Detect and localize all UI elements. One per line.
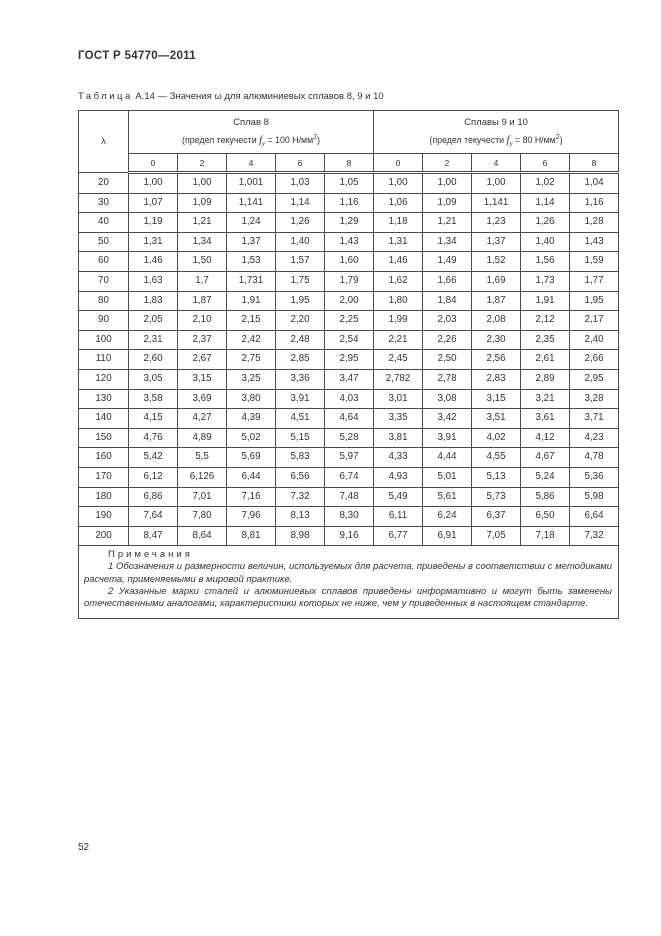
- value-cell: 4,89: [178, 428, 227, 448]
- subcol-header: 2: [423, 154, 472, 173]
- lambda-cell: 50: [79, 232, 129, 252]
- value-cell: 1,09: [178, 193, 227, 213]
- value-cell: 5,49: [374, 487, 423, 507]
- value-cell: 7,16: [227, 487, 276, 507]
- value-cell: 4,78: [570, 448, 619, 468]
- value-cell: 4,44: [423, 448, 472, 468]
- value-cell: 1,95: [276, 291, 325, 311]
- subcol-header: 4: [227, 154, 276, 173]
- value-cell: 1,62: [374, 271, 423, 291]
- value-cell: 1,141: [472, 193, 521, 213]
- value-cell: 7,32: [276, 487, 325, 507]
- value-cell: 2,85: [276, 350, 325, 370]
- subcol-header: 4: [472, 154, 521, 173]
- lambda-cell: 150: [79, 428, 129, 448]
- value-cell: 1,19: [129, 213, 178, 233]
- value-cell: 2,10: [178, 311, 227, 331]
- yield-subscript: y: [509, 139, 513, 148]
- value-cell: 2,782: [374, 369, 423, 389]
- value-cell: 6,12: [129, 467, 178, 487]
- value-cell: 1,59: [570, 252, 619, 272]
- value-cell: 1,29: [325, 213, 374, 233]
- table-row: [79, 448, 619, 468]
- table-row: [79, 173, 619, 194]
- value-cell: 2,12: [521, 311, 570, 331]
- table-row: [79, 526, 619, 546]
- value-cell: 1,7: [178, 271, 227, 291]
- yield-prefix: (предел текучести: [182, 134, 260, 145]
- lambda-cell: 90: [79, 311, 129, 331]
- notes-row: [79, 546, 619, 618]
- value-cell: 5,13: [472, 467, 521, 487]
- value-cell: 5,24: [521, 467, 570, 487]
- value-cell: 1,56: [521, 252, 570, 272]
- value-cell: 3,28: [570, 389, 619, 409]
- value-cell: 1,77: [570, 271, 619, 291]
- group-header-alloys-9-10: [374, 111, 619, 154]
- table-row: [79, 409, 619, 429]
- value-cell: 1,00: [129, 173, 178, 194]
- value-cell: 1,84: [423, 291, 472, 311]
- values-table-container: [78, 110, 618, 619]
- value-cell: 2,40: [570, 330, 619, 350]
- value-cell: 1,26: [521, 213, 570, 233]
- value-cell: 6,50: [521, 507, 570, 527]
- value-cell: 2,67: [178, 350, 227, 370]
- value-cell: 5,98: [570, 487, 619, 507]
- value-cell: 3,69: [178, 389, 227, 409]
- value-cell: 2,03: [423, 311, 472, 331]
- value-cell: 8,13: [276, 507, 325, 527]
- value-cell: 6,11: [374, 507, 423, 527]
- value-cell: 6,77: [374, 526, 423, 546]
- value-cell: 2,31: [129, 330, 178, 350]
- value-cell: 7,96: [227, 507, 276, 527]
- value-cell: 5,02: [227, 428, 276, 448]
- value-cell: 3,80: [227, 389, 276, 409]
- value-cell: 8,98: [276, 526, 325, 546]
- value-cell: 1,21: [423, 213, 472, 233]
- value-cell: 2,37: [178, 330, 227, 350]
- table-row: [79, 467, 619, 487]
- table-row: [79, 330, 619, 350]
- value-cell: 1,79: [325, 271, 374, 291]
- value-cell: 2,66: [570, 350, 619, 370]
- yield-prefix: (предел текучести: [429, 134, 507, 145]
- value-cell: 1,23: [472, 213, 521, 233]
- value-cell: 1,26: [276, 213, 325, 233]
- value-cell: 4,12: [521, 428, 570, 448]
- value-cell: 3,47: [325, 369, 374, 389]
- value-cell: 7,48: [325, 487, 374, 507]
- value-cell: 4,55: [472, 448, 521, 468]
- value-cell: 3,91: [276, 389, 325, 409]
- value-cell: 1,00: [374, 173, 423, 194]
- value-cell: 1,60: [325, 252, 374, 272]
- value-cell: 3,05: [129, 369, 178, 389]
- value-cell: 1,46: [374, 252, 423, 272]
- subcol-header: 0: [129, 154, 178, 173]
- table-header: [79, 111, 619, 173]
- value-cell: 1,28: [570, 213, 619, 233]
- value-cell: 1,91: [227, 291, 276, 311]
- table-caption: [78, 91, 384, 102]
- value-cell: 4,51: [276, 409, 325, 429]
- value-cell: 1,83: [129, 291, 178, 311]
- table-row: [79, 507, 619, 527]
- group-header-alloy-8: [129, 111, 374, 154]
- subcol-header: 2: [178, 154, 227, 173]
- value-cell: 1,91: [521, 291, 570, 311]
- value-cell: 6,86: [129, 487, 178, 507]
- value-cell: 4,33: [374, 448, 423, 468]
- value-cell: 2,78: [423, 369, 472, 389]
- lambda-cell: 40: [79, 213, 129, 233]
- value-cell: 6,74: [325, 467, 374, 487]
- value-cell: 2,95: [570, 369, 619, 389]
- value-cell: 1,731: [227, 271, 276, 291]
- value-cell: 6,37: [472, 507, 521, 527]
- value-cell: 6,56: [276, 467, 325, 487]
- value-cell: 1,00: [178, 173, 227, 194]
- value-cell: 2,48: [276, 330, 325, 350]
- value-cell: 8,81: [227, 526, 276, 546]
- yield-superscript: 2: [313, 133, 318, 141]
- value-cell: 1,43: [570, 232, 619, 252]
- value-cell: 2,60: [129, 350, 178, 370]
- value-cell: 2,08: [472, 311, 521, 331]
- value-cell: 1,49: [423, 252, 472, 272]
- value-cell: 2,35: [521, 330, 570, 350]
- table-row: [79, 311, 619, 331]
- value-cell: 7,64: [129, 507, 178, 527]
- value-cell: 5,42: [129, 448, 178, 468]
- value-cell: 1,34: [423, 232, 472, 252]
- table-footer: [79, 546, 619, 618]
- value-cell: 7,32: [570, 526, 619, 546]
- lambda-cell: 200: [79, 526, 129, 546]
- value-cell: 1,40: [276, 232, 325, 252]
- table-row: [79, 389, 619, 409]
- lambda-cell: 170: [79, 467, 129, 487]
- value-cell: 2,50: [423, 350, 472, 370]
- value-cell: 1,04: [570, 173, 619, 194]
- value-cell: 1,37: [472, 232, 521, 252]
- value-cell: 2,61: [521, 350, 570, 370]
- note-item-2: 2 Указанные марки сталей и алюминиевых сплавов приведены информативно и могут быть заменены отечественными аналогами, характеристики которых не ниже, чем у приведенных в настоящем стандарте.: [84, 585, 613, 610]
- value-cell: 7,05: [472, 526, 521, 546]
- value-cell: 1,24: [227, 213, 276, 233]
- yield-value: = 100 Н/мм: [265, 134, 314, 145]
- value-cell: 1,50: [178, 252, 227, 272]
- value-cell: 1,09: [423, 193, 472, 213]
- value-cell: 6,44: [227, 467, 276, 487]
- caption-label: Таблица: [78, 91, 133, 102]
- value-cell: 2,26: [423, 330, 472, 350]
- lambda-cell: 160: [79, 448, 129, 468]
- value-cell: 3,81: [374, 428, 423, 448]
- value-cell: 2,21: [374, 330, 423, 350]
- value-cell: 3,91: [423, 428, 472, 448]
- lambda-cell: 80: [79, 291, 129, 311]
- lambda-cell: 130: [79, 389, 129, 409]
- value-cell: 1,16: [570, 193, 619, 213]
- table-body: [79, 173, 619, 546]
- value-cell: 1,87: [178, 291, 227, 311]
- value-cell: 2,30: [472, 330, 521, 350]
- lambda-cell: 100: [79, 330, 129, 350]
- value-cell: 5,69: [227, 448, 276, 468]
- table-row: [79, 428, 619, 448]
- value-cell: 1,46: [129, 252, 178, 272]
- value-cell: 1,57: [276, 252, 325, 272]
- value-cell: 7,80: [178, 507, 227, 527]
- subcol-header: 6: [276, 154, 325, 173]
- table-row: [79, 271, 619, 291]
- value-cell: 1,141: [227, 193, 276, 213]
- value-cell: 3,01: [374, 389, 423, 409]
- value-cell: 1,87: [472, 291, 521, 311]
- subcolumn-header-row: [79, 154, 619, 173]
- group-title-alloy-8: Сплав 8: [233, 116, 269, 128]
- value-cell: 3,15: [178, 369, 227, 389]
- value-cell: 2,54: [325, 330, 374, 350]
- value-cell: 3,35: [374, 409, 423, 429]
- value-cell: 4,23: [570, 428, 619, 448]
- value-cell: 5,61: [423, 487, 472, 507]
- value-cell: 6,126: [178, 467, 227, 487]
- table-row: [79, 487, 619, 507]
- group-title-alloys-9-10: Сплавы 9 и 10: [464, 116, 528, 128]
- value-cell: 2,56: [472, 350, 521, 370]
- yield-close-paren: ): [559, 134, 563, 145]
- lambda-cell: 30: [79, 193, 129, 213]
- table-row: [79, 213, 619, 233]
- lambda-cell: 60: [79, 252, 129, 272]
- value-cell: 2,45: [374, 350, 423, 370]
- value-cell: 7,01: [178, 487, 227, 507]
- value-cell: 5,5: [178, 448, 227, 468]
- group-yield-alloy-8: [129, 134, 373, 148]
- group-header-row: [79, 111, 619, 154]
- yield-subscript: y: [262, 139, 266, 148]
- value-cell: 1,34: [178, 232, 227, 252]
- value-cell: 2,25: [325, 311, 374, 331]
- value-cell: 4,39: [227, 409, 276, 429]
- value-cell: 1,18: [374, 213, 423, 233]
- value-cell: 3,15: [472, 389, 521, 409]
- subcol-header: 8: [570, 154, 619, 173]
- value-cell: 1,37: [227, 232, 276, 252]
- value-cell: 4,64: [325, 409, 374, 429]
- value-cell: 3,25: [227, 369, 276, 389]
- value-cell: 1,80: [374, 291, 423, 311]
- lambda-cell: 190: [79, 507, 129, 527]
- value-cell: 3,71: [570, 409, 619, 429]
- value-cell: 1,31: [374, 232, 423, 252]
- value-cell: 3,42: [423, 409, 472, 429]
- value-cell: 1,06: [374, 193, 423, 213]
- value-cell: 1,14: [276, 193, 325, 213]
- value-cell: 1,07: [129, 193, 178, 213]
- table-row: [79, 232, 619, 252]
- value-cell: 6,64: [570, 507, 619, 527]
- yield-symbol-f: f: [259, 134, 262, 146]
- value-cell: 2,95: [325, 350, 374, 370]
- value-cell: 2,89: [521, 369, 570, 389]
- value-cell: 2,00: [325, 291, 374, 311]
- value-cell: 5,15: [276, 428, 325, 448]
- value-cell: 1,00: [423, 173, 472, 194]
- notes-block: [84, 549, 612, 610]
- yield-symbol-f: f: [506, 134, 510, 146]
- value-cell: 1,66: [423, 271, 472, 291]
- value-cell: 1,63: [129, 271, 178, 291]
- value-cell: 1,03: [276, 173, 325, 194]
- value-cell: 5,28: [325, 428, 374, 448]
- value-cell: 2,83: [472, 369, 521, 389]
- yield-close-paren: ): [317, 134, 320, 145]
- value-cell: 1,75: [276, 271, 325, 291]
- value-cell: 5,83: [276, 448, 325, 468]
- value-cell: 1,73: [521, 271, 570, 291]
- value-cell: 3,61: [521, 409, 570, 429]
- value-cell: 1,00: [472, 173, 521, 194]
- value-cell: 4,76: [129, 428, 178, 448]
- value-cell: 4,67: [521, 448, 570, 468]
- value-cell: 2,42: [227, 330, 276, 350]
- value-cell: 2,15: [227, 311, 276, 331]
- lambda-cell: 180: [79, 487, 129, 507]
- subcol-header: 8: [325, 154, 374, 173]
- lambda-column-header: λ: [79, 111, 129, 173]
- value-cell: 3,36: [276, 369, 325, 389]
- value-cell: 5,01: [423, 467, 472, 487]
- value-cell: 2,17: [570, 311, 619, 331]
- value-cell: 3,51: [472, 409, 521, 429]
- lambda-cell: 110: [79, 350, 129, 370]
- value-cell: 9,16: [325, 526, 374, 546]
- value-cell: 1,001: [227, 173, 276, 194]
- value-cell: 1,16: [325, 193, 374, 213]
- values-table: [78, 110, 619, 619]
- value-cell: 1,31: [129, 232, 178, 252]
- table-row: [79, 350, 619, 370]
- value-cell: 1,21: [178, 213, 227, 233]
- value-cell: 3,08: [423, 389, 472, 409]
- value-cell: 4,03: [325, 389, 374, 409]
- value-cell: 1,69: [472, 271, 521, 291]
- value-cell: 1,99: [374, 311, 423, 331]
- value-cell: 2,05: [129, 311, 178, 331]
- table-row: [79, 252, 619, 272]
- value-cell: 3,58: [129, 389, 178, 409]
- value-cell: 5,86: [521, 487, 570, 507]
- value-cell: 6,91: [423, 526, 472, 546]
- value-cell: 8,64: [178, 526, 227, 546]
- note-item-1: 1 Обозначения и размерности величин, используемых для расчета, приведены в соответствии с методиками расчета, применяемыми в мировой практике.: [84, 561, 613, 585]
- yield-value: = 80 Н/мм: [512, 134, 556, 145]
- value-cell: 4,27: [178, 409, 227, 429]
- subcol-header: 0: [374, 154, 423, 173]
- group-yield-alloys-9-10: [374, 134, 618, 148]
- value-cell: 1,95: [570, 291, 619, 311]
- value-cell: 1,05: [325, 173, 374, 194]
- yield-superscript: 2: [555, 133, 560, 141]
- subcol-header: 6: [521, 154, 570, 173]
- value-cell: 2,75: [227, 350, 276, 370]
- value-cell: 4,93: [374, 467, 423, 487]
- lambda-cell: 20: [79, 173, 129, 194]
- caption-number: А.14: [135, 91, 155, 102]
- value-cell: 8,30: [325, 507, 374, 527]
- table-row: [79, 291, 619, 311]
- notes-title: Примечания: [108, 549, 193, 561]
- value-cell: 1,40: [521, 232, 570, 252]
- table-row: [79, 369, 619, 389]
- value-cell: 1,14: [521, 193, 570, 213]
- value-cell: 5,97: [325, 448, 374, 468]
- value-cell: 1,53: [227, 252, 276, 272]
- table-row: [79, 193, 619, 213]
- value-cell: 5,73: [472, 487, 521, 507]
- value-cell: 3,21: [521, 389, 570, 409]
- value-cell: 1,43: [325, 232, 374, 252]
- value-cell: 8,47: [129, 526, 178, 546]
- lambda-cell: 140: [79, 409, 129, 429]
- value-cell: 4,02: [472, 428, 521, 448]
- document-header: ГОСТ Р 54770—2011: [78, 50, 196, 62]
- value-cell: 1,52: [472, 252, 521, 272]
- value-cell: 4,15: [129, 409, 178, 429]
- notes-cell: [79, 546, 619, 618]
- caption-text: — Значения ω для алюминиевых сплавов 8, 9 и 10: [157, 91, 384, 102]
- page-number: 52: [78, 842, 90, 853]
- value-cell: 6,24: [423, 507, 472, 527]
- lambda-cell: 70: [79, 271, 129, 291]
- value-cell: 2,20: [276, 311, 325, 331]
- value-cell: 1,02: [521, 173, 570, 194]
- lambda-cell: 120: [79, 369, 129, 389]
- value-cell: 7,18: [521, 526, 570, 546]
- value-cell: 5,36: [570, 467, 619, 487]
